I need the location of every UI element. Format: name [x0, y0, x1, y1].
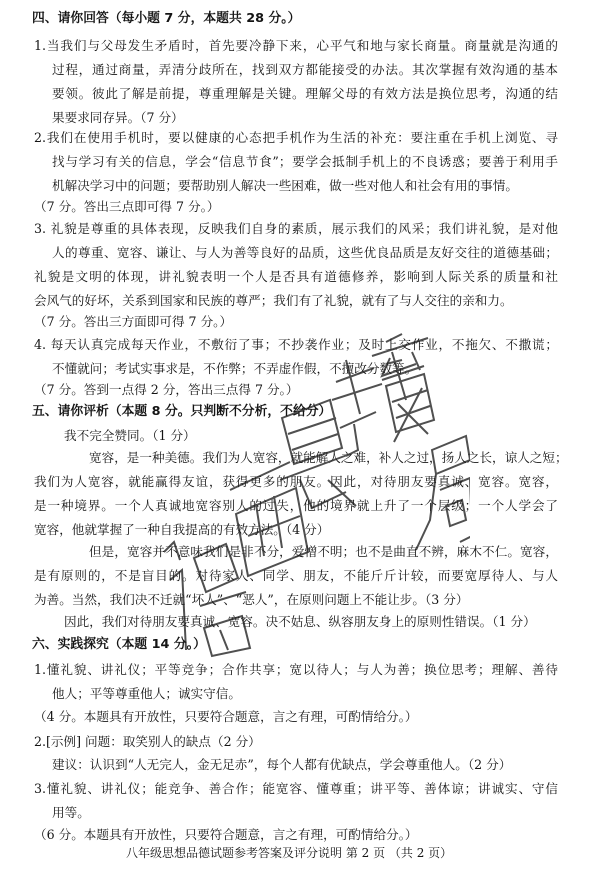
- page-footer: 八年级思想品德试题参考答案及评分说明 第 2 页 （共 2 页）: [126, 846, 453, 860]
- answer-line: 2.[示例] 问题：取笑别人的缺点（2 分）: [34, 734, 261, 749]
- answer-line: 宽容，是一种美德。我们为人宽容，就能解人之难，补人之过，扬人之长，谅人之短；: [89, 450, 568, 465]
- answer-line: 他人；平等尊重他人；诚实守信。: [52, 686, 241, 701]
- section-heading: 四、请你回答（每小题 7 分，本题共 28 分。）: [32, 11, 301, 26]
- answer-line: （6 分。本题具有开放性，只要符合题意，言之有理，可酌情给分。）: [34, 827, 418, 842]
- answer-line: 2.我们在使用手机时，要以健康的心态把手机作为生活的补充：要注重在手机上浏览、寻: [34, 130, 558, 145]
- answer-line: 但是，宽容并不意味我们是非不分，爱憎不明；也不是曲直不辨，麻木不仁。宽容，: [89, 544, 558, 559]
- answer-line: 1.当我们与父母发生矛盾时，首先要冷静下来，心平气和地与家长商量。商量就是沟通的: [34, 38, 558, 53]
- answer-line: 宽容，他就掌握了一种自我提高的有效方法。（4 分）: [34, 522, 330, 537]
- answer-line: 机解决学习中的问题；要帮助别人解决一些困难，做一些对他人和社会有用的事情。: [52, 178, 518, 193]
- answer-line: 会风气的好坏，关系到国家和民族的尊严；我们有了礼貌，就有了与人交往的亲和力。: [34, 293, 513, 308]
- answer-line: 我们为人宽容，就能赢得友谊，获得更多的朋友。因此，对待朋友要真诚、宽容。宽容，: [34, 474, 558, 489]
- answer-line: 1.懂礼貌、讲礼仪；平等竞争；合作共享；宽以待人；与人为善；换位思考；理解、善待: [34, 662, 558, 677]
- answer-line: （7 分。答到一点得 2 分，答出三点得 7 分。）: [34, 382, 299, 397]
- answer-line: （7 分。答出三方面即可得 7 分。）: [34, 314, 233, 329]
- answer-line: 为善。当然，我们决不迁就“坏人”、“恶人”，在原则问题上不能让步。（3 分）: [34, 592, 469, 607]
- answer-line: 3. 礼貌是尊重的具体表现，反映我们自身的素质，展示我们的风采；我们讲礼貌，是对他: [34, 221, 558, 236]
- answer-line: 是有原则的，不是盲目的。对待家人、同学、朋友，不能斤斤计较，而要宽厚待人、与人: [34, 568, 558, 583]
- answer-line: 4. 每天认真完成每天作业，不敷衍了事；不抄袭作业；及时上交作业，不拖欠、不撒谎；: [34, 337, 558, 352]
- answer-line: 我不完全赞同。（1 分）: [64, 428, 196, 443]
- answer-line: 3.懂礼貌、讲礼仪；能竞争、善合作；能宽容、懂尊重；讲平等、善体谅；讲诚实、守信: [34, 781, 558, 796]
- answer-line: 不懂就问；考试实事求是，不作弊；不弄虚作假，不擅改分数等。: [52, 361, 418, 376]
- answer-line: （7 分。答出三点即可得 7 分。）: [34, 199, 220, 214]
- section-heading: 六、实践探究（本题 14 分。）: [32, 637, 206, 652]
- answer-line: 用等。: [52, 805, 90, 820]
- section-heading: 五、请你评析（本题 8 分。只判断不分析，不给分）: [32, 404, 332, 419]
- answer-line: （4 分。本题具有开放性，只要符合题意，言之有理，可酌情给分。）: [34, 709, 418, 724]
- answer-line: 人的尊重、宽容、谦让、与人为善等良好的品质，这些优良品质是友好交往的道德基础；: [52, 245, 558, 260]
- answer-line: 果要求同存异。（7 分）: [52, 110, 184, 125]
- answer-line: 因此，我们对待朋友要真诚、宽容。决不姑息、纵容朋友身上的原则性错误。（1 分）: [64, 614, 536, 629]
- answer-line: 是一种境界。一个人真诚地宽容别人的过失，他的境界就上升了一个层级；一个人学会了: [34, 498, 558, 513]
- answer-line: 要领。彼此了解是前提，尊重理解是关键。理解父母的有效方法是换位思考，沟通的结: [52, 86, 558, 101]
- answer-line: 过程，通过商量，弄清分歧所在，找到双方都能接受的办法。其次掌握有效沟通的基本: [52, 62, 558, 77]
- answer-line: 建议：认识到“人无完人，金无足赤”，每个人都有优缺点，学会尊重他人。（2 分）: [52, 757, 512, 772]
- watermark-stamp: [150, 330, 470, 660]
- answer-line: 找与学习有关的信息，学会“信息节食”；要学会抵制手机上的不良诱惑；要善于利用手: [52, 154, 558, 169]
- answer-line: 礼貌是文明的体现，讲礼貌表明一个人是否具有道德修养，影响到人际关系的质量和社: [34, 269, 558, 284]
